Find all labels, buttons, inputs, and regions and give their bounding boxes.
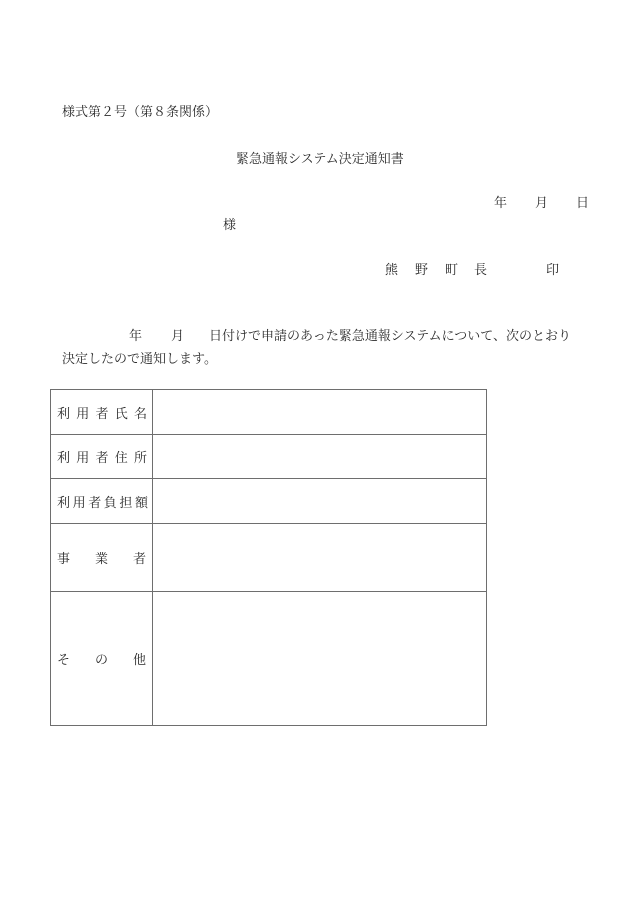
row-label-provider: 事 業 者 bbox=[51, 524, 153, 592]
table-row bbox=[51, 524, 487, 592]
row-label-user-address: 利 用 者 住 所 bbox=[51, 435, 153, 479]
document-title: 緊急通報システム決定通知書 bbox=[236, 152, 404, 167]
user-address-field[interactable] bbox=[153, 435, 487, 479]
table-row bbox=[51, 435, 487, 479]
notice-body-line1 bbox=[129, 325, 571, 344]
form-number: 様式第２号（第８条関係） bbox=[62, 105, 219, 120]
table-row bbox=[51, 592, 487, 726]
issuer-char: 熊 bbox=[385, 263, 399, 278]
body-year-label: 年 bbox=[129, 329, 143, 344]
table-row bbox=[51, 479, 487, 524]
issuer-char: 長 bbox=[474, 263, 488, 278]
decision-details-table bbox=[50, 389, 487, 726]
row-label-other: そ の 他 bbox=[51, 592, 153, 726]
row-label-user-cost-share: 利 用 者 負 担 額 bbox=[51, 479, 153, 524]
date-day-label: 日 bbox=[576, 196, 590, 211]
table-row bbox=[51, 390, 487, 435]
issue-date bbox=[494, 192, 589, 211]
issuer-block bbox=[385, 259, 559, 278]
issuer-char: 野 bbox=[415, 263, 429, 278]
other-notes-field[interactable] bbox=[153, 592, 487, 726]
provider-field[interactable] bbox=[153, 524, 487, 592]
body-text: 日付けで申請のあった緊急通報システムについて、次のとおり bbox=[209, 329, 572, 344]
seal-mark: 印 bbox=[546, 263, 560, 278]
user-name-field[interactable] bbox=[153, 390, 487, 435]
notice-body-line2: 決定したので通知します。 bbox=[62, 352, 217, 367]
addressee-honorific: 様 bbox=[223, 218, 237, 233]
row-label-user-name: 利 用 者 氏 名 bbox=[51, 390, 153, 435]
user-cost-share-field[interactable] bbox=[153, 479, 487, 524]
issuer-char: 町 bbox=[445, 263, 459, 278]
body-month-label: 月 bbox=[171, 329, 185, 344]
date-year-label: 年 bbox=[494, 196, 508, 211]
date-month-label: 月 bbox=[535, 196, 549, 211]
